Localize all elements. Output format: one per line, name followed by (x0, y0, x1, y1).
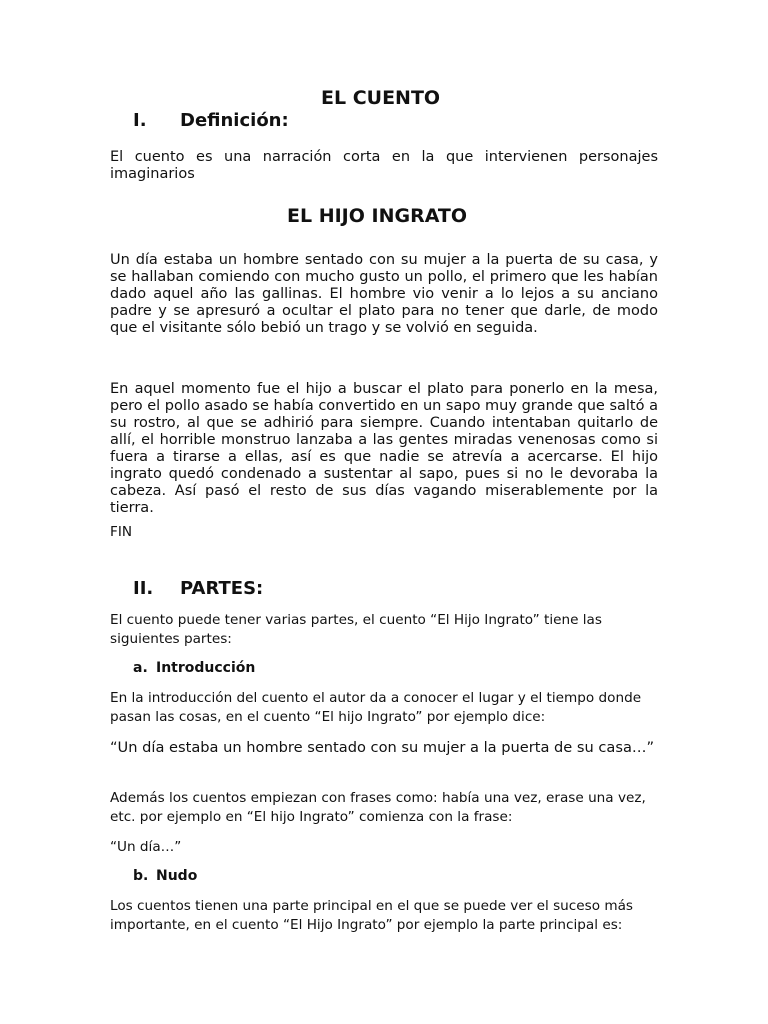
definition-text: El cuento es una narración corta en la que intervienen personajes imaginarios (110, 149, 658, 182)
section-2-title: PARTES: (180, 578, 264, 599)
section-2-heading (133, 578, 263, 599)
document-title: EL CUENTO (321, 87, 441, 109)
part-a-text-2: Además los cuentos empiezan con frases como: había una vez, erase una vez, etc. por ejemplo en “El hijo Ingrato” comienza con la frase: (110, 790, 646, 825)
part-b-title: Nudo (156, 868, 198, 884)
story-title: EL HIJO INGRATO (287, 205, 468, 227)
part-b-letter: b. (133, 868, 149, 884)
story-paragraph-1: Un día estaba un hombre sentado con su mujer a la puerta de su casa, y se hallaban comiendo con mucho gusto un pollo, el primero que les habían dado aquel año las gallinas. El hombre vio venir a lo lejos a su anciano padre y se apresuró a ocultar el plato para no tener que darle, de modo que el visitante sólo bebió un trago y se volvió en seguida. (110, 252, 658, 336)
part-b-heading (133, 868, 197, 884)
part-a-quote: “Un día estaba un hombre sentado con su mujer a la puerta de su casa…” (110, 739, 655, 756)
part-a-text: En la introducción del cuento el autor da a conocer el lugar y el tiempo donde pasan las cosas, en el cuento “El hijo Ingrato” por ejemplo dice: (110, 690, 642, 725)
parts-intro: El cuento puede tener varias partes, el cuento “El Hijo Ingrato” tiene las siguientes partes: (110, 612, 602, 647)
part-b-text: Los cuentos tienen una parte principal en el que se puede ver el suceso más importante, en el cuento “El Hijo Ingrato” por ejemplo la parte principal es: (110, 898, 633, 933)
part-a-letter: a. (133, 660, 148, 676)
part-a-heading (133, 660, 255, 676)
part-a-title: Introducción (156, 660, 256, 676)
part-a-quote-2: “Un día…” (110, 839, 182, 855)
section-1-number: I. (133, 110, 147, 131)
story-paragraph-2: En aquel momento fue el hijo a buscar el plato para ponerlo en la mesa, pero el pollo asado se había convertido en un sapo muy grande que saltó a su rostro, al que se adhirió para siempre. Cuando intentaban quitarlo de allí, el horrible monstruo lanzaba a las gentes miradas venenosas como si fuera a tirarse a ellas, así es que nadie se atrevía a acercarse. El hijo ingrato quedó condenado a sustentar al sapo, pues si no le devoraba la cabeza. Así pasó el resto de sus días vagando miserablemente por la tierra. (110, 381, 658, 516)
section-1-heading (133, 110, 289, 131)
section-2-number: II. (133, 578, 154, 599)
section-1-title: Definición: (180, 110, 289, 131)
story-end: FIN (110, 524, 132, 540)
